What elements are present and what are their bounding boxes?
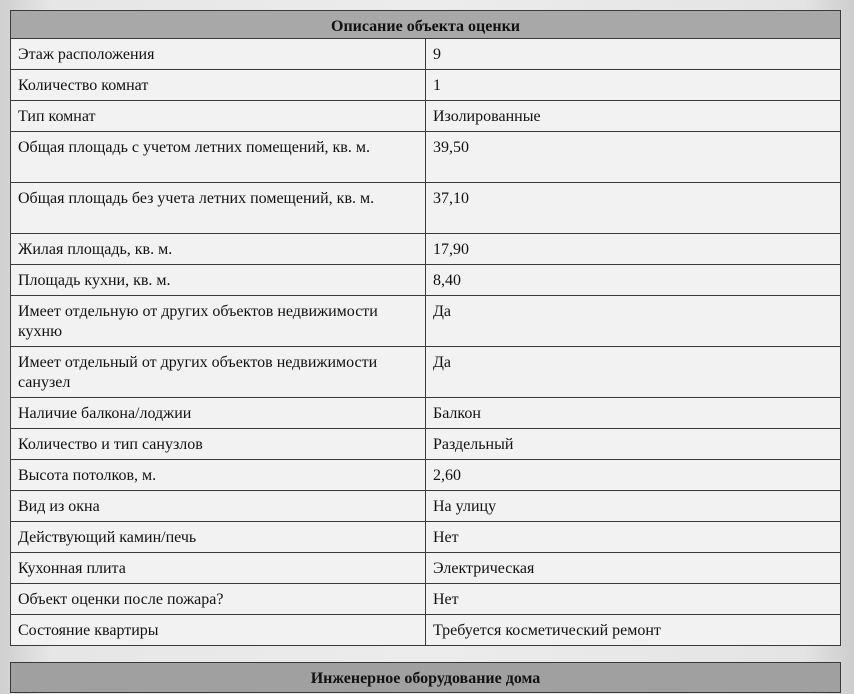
row-value: Да bbox=[426, 296, 841, 347]
row-value: 1 bbox=[426, 70, 841, 101]
table-row bbox=[11, 460, 841, 491]
table-row bbox=[11, 553, 841, 584]
row-value: 17,90 bbox=[426, 234, 841, 265]
row-value: Электрическая bbox=[426, 553, 841, 584]
row-label: Кухонная плита bbox=[11, 553, 426, 584]
row-value: На улицу bbox=[426, 491, 841, 522]
property-description-table bbox=[10, 10, 841, 646]
row-label: Этаж расположения bbox=[11, 39, 426, 70]
row-label: Площадь кухни, кв. м. bbox=[11, 265, 426, 296]
row-value: 9 bbox=[426, 39, 841, 70]
next-section-title: Инженерное оборудование дома bbox=[11, 663, 841, 693]
row-value: 37,10 bbox=[426, 183, 841, 234]
table-row bbox=[11, 132, 841, 183]
table-row bbox=[11, 265, 841, 296]
row-value: Да bbox=[426, 347, 841, 398]
table-row bbox=[11, 234, 841, 265]
row-value: Раздельный bbox=[426, 429, 841, 460]
row-value: Балкон bbox=[426, 398, 841, 429]
engineering-equipment-table bbox=[10, 662, 841, 693]
row-label: Состояние квартиры bbox=[11, 615, 426, 646]
row-label: Имеет отдельный от других объектов недвижимости санузел bbox=[11, 347, 426, 398]
row-label: Действующий камин/печь bbox=[11, 522, 426, 553]
table-row bbox=[11, 584, 841, 615]
row-label: Количество и тип санузлов bbox=[11, 429, 426, 460]
row-label: Высота потолков, м. bbox=[11, 460, 426, 491]
table-row bbox=[11, 347, 841, 398]
row-value: 2,60 bbox=[426, 460, 841, 491]
row-label: Общая площадь с учетом летних помещений, кв. м. bbox=[11, 132, 426, 183]
table-row bbox=[11, 491, 841, 522]
table-row bbox=[11, 296, 841, 347]
row-label: Наличие балкона/лоджии bbox=[11, 398, 426, 429]
section-title: Описание объекта оценки bbox=[11, 11, 841, 39]
table-row bbox=[11, 398, 841, 429]
table-row bbox=[11, 39, 841, 70]
row-label: Тип комнат bbox=[11, 101, 426, 132]
row-label: Жилая площадь, кв. м. bbox=[11, 234, 426, 265]
table-row bbox=[11, 615, 841, 646]
row-label: Вид из окна bbox=[11, 491, 426, 522]
table-row bbox=[11, 522, 841, 553]
table-row bbox=[11, 183, 841, 234]
table-row bbox=[11, 101, 841, 132]
row-value: Требуется косметический ремонт bbox=[426, 615, 841, 646]
row-value: Нет bbox=[426, 522, 841, 553]
row-value: 8,40 bbox=[426, 265, 841, 296]
table-row bbox=[11, 70, 841, 101]
row-value: Изолированные bbox=[426, 101, 841, 132]
row-label: Общая площадь без учета летних помещений, кв. м. bbox=[11, 183, 426, 234]
row-value: 39,50 bbox=[426, 132, 841, 183]
row-label: Количество комнат bbox=[11, 70, 426, 101]
row-label: Имеет отдельную от других объектов недвижимости кухню bbox=[11, 296, 426, 347]
row-label: Объект оценки после пожара? bbox=[11, 584, 426, 615]
table-row bbox=[11, 429, 841, 460]
row-value: Нет bbox=[426, 584, 841, 615]
